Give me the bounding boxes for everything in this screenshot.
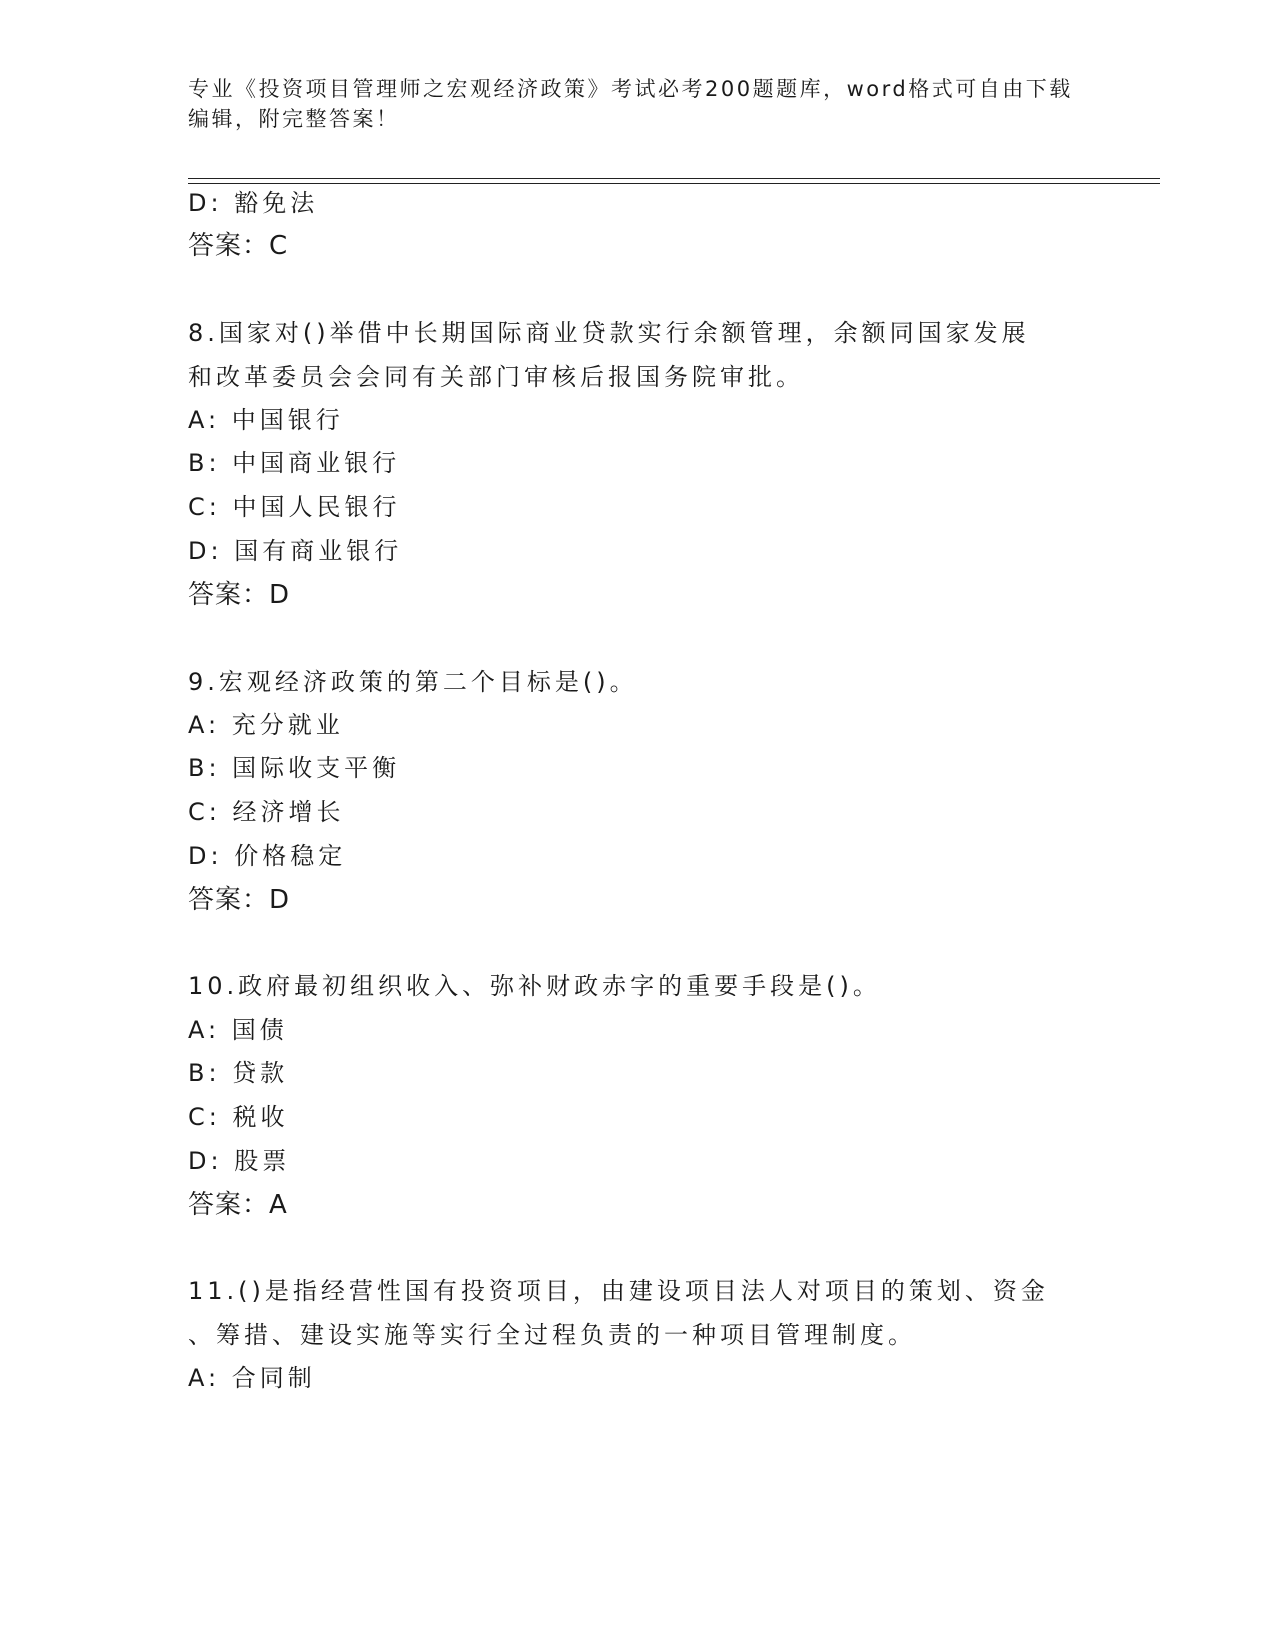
q9-stem-line1: 9.宏观经济政策的第二个目标是()。 xyxy=(188,668,638,696)
q11-stem-line2: 、筹措、建设实施等实行全过程负责的一种项目管理制度。 xyxy=(188,1321,916,1349)
q10-stem-line1: 10.政府最初组织收入、弥补财政赤字的重要手段是()。 xyxy=(188,972,881,1000)
q9-answer: 答案：D xyxy=(188,885,291,915)
q8-answer: 答案：D xyxy=(188,580,291,610)
prev-answer: 答案：C xyxy=(188,231,289,261)
q10-option-a: A: 国债 xyxy=(188,1016,288,1044)
q8-option-a: A: 中国银行 xyxy=(188,406,344,434)
prev-option-d: D: 豁免法 xyxy=(188,189,319,217)
q8-stem-line1: 8.国家对()举借中长期国际商业贷款实行余额管理，余额同国家发展 xyxy=(188,319,1030,347)
q8-stem-line2: 和改革委员会会同有关部门审核后报国务院审批。 xyxy=(188,363,804,391)
q8-option-c: C: 中国人民银行 xyxy=(188,493,401,521)
q8-option-d: D: 国有商业银行 xyxy=(188,537,403,565)
document-header: 专业《投资项目管理师之宏观经济政策》考试必考200题题库，word格式可自由下载编辑，附完整答案！ xyxy=(188,77,1073,131)
q9-option-c: C: 经济增长 xyxy=(188,798,345,826)
q8-option-b: B: 中国商业银行 xyxy=(188,449,401,477)
header-divider-top xyxy=(188,178,1160,179)
q11-stem-line1: 11.()是指经营性国有投资项目，由建设项目法人对项目的策划、资金 xyxy=(188,1277,1049,1305)
q11-option-a: A: 合同制 xyxy=(188,1364,316,1392)
q10-option-c: C: 税收 xyxy=(188,1103,289,1131)
q10-option-b: B: 贷款 xyxy=(188,1059,289,1087)
q10-option-d: D: 股票 xyxy=(188,1147,291,1175)
q9-option-b: B: 国际收支平衡 xyxy=(188,754,401,782)
q9-option-a: A: 充分就业 xyxy=(188,711,344,739)
q10-answer: 答案：A xyxy=(188,1190,288,1220)
header-divider-bottom xyxy=(188,183,1160,184)
q9-option-d: D: 价格稳定 xyxy=(188,842,347,870)
